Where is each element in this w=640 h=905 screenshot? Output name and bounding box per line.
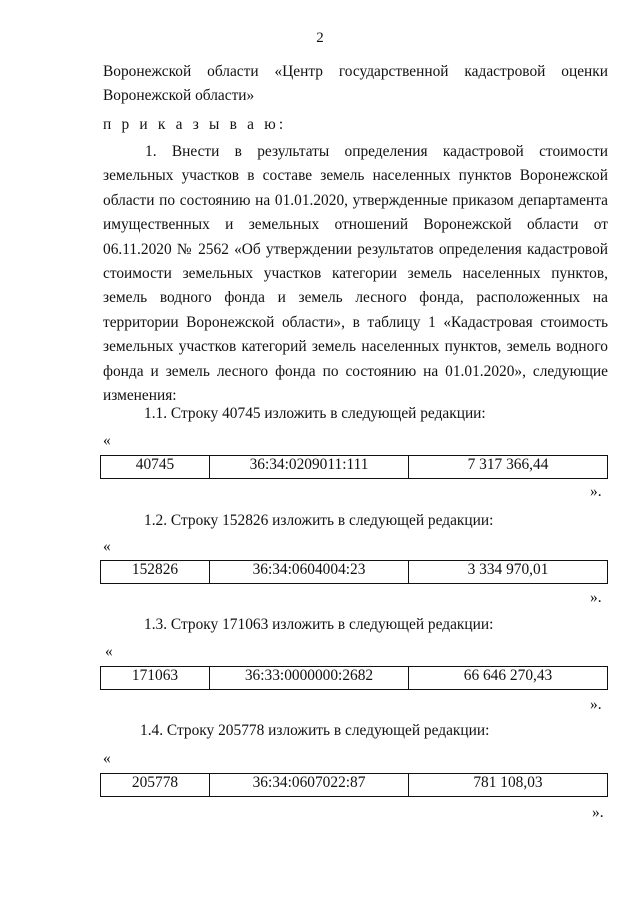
- close-quote-2: ».: [590, 589, 602, 606]
- open-quote-3: «: [105, 643, 113, 660]
- table-row: [101, 774, 608, 797]
- table-row: [101, 561, 608, 584]
- row-number-cell: 205778: [101, 774, 210, 797]
- cadastral-value-cell: 7 317 366,44: [409, 456, 608, 479]
- open-quote-2: «: [103, 538, 111, 555]
- item-heading-3: 1.3. Строку 171063 изложить в следующей редакции:: [144, 616, 494, 633]
- intro-paragraph: [103, 60, 608, 109]
- replacement-table-4: [100, 773, 608, 797]
- item-heading-2: 1.2. Строку 152826 изложить в следующей редакции:: [144, 512, 494, 529]
- replacement-table-2: [100, 560, 608, 584]
- close-quote-3: ».: [590, 696, 602, 713]
- replacement-table-1: [100, 455, 608, 479]
- item-heading-4: 1.4. Строку 205778 изложить в следующей редакции:: [140, 722, 490, 739]
- row-number-cell: 40745: [101, 456, 210, 479]
- replacement-table-3: [100, 666, 608, 690]
- row-number-cell: 152826: [101, 561, 210, 584]
- cadastral-value-cell: 66 646 270,43: [409, 667, 608, 690]
- intro-line-2: Воронежской области»: [103, 87, 255, 105]
- item-heading-1: 1.1. Строку 40745 изложить в следующей редакции:: [144, 405, 486, 422]
- close-quote-1: ».: [590, 483, 602, 500]
- open-quote-1: «: [103, 432, 111, 449]
- cadastral-number-cell: 36:34:0607022:87: [210, 774, 409, 797]
- close-quote-4: ».: [592, 804, 604, 821]
- table-row: [101, 667, 608, 690]
- intro-line-1: Воронежской области «Центр государственной кадастровой оценки: [103, 63, 608, 80]
- cadastral-number-cell: 36:33:0000000:2682: [210, 667, 409, 690]
- main-paragraph: 1. Внести в результаты определения кадастровой стоимости земельных участков в составе земель населенных пунктов Воронежской области по состоянию на 01.01.2020, утвержденные приказом департамента имущественных и земельных отношений Воронежской области от 06.11.2020 № 2562 «Об утверждении результатов определения кадастровой стоимости земельных участков категории земель населенных пунктов, земель водного фонда и земель лесного фонда, расположенных на территории Воронежской области», в таблицу 1 «Кадастровая стоимость земельных участков категорий земель населенных пунктов, земель водного фонда и земель лесного фонда по состоянию на 01.01.2020», следующие изменения:: [103, 143, 608, 405]
- cadastral-number-cell: 36:34:0209011:111: [210, 456, 409, 479]
- page-number: 2: [316, 30, 324, 46]
- open-quote-4: «: [103, 750, 111, 767]
- table-row: [101, 456, 608, 479]
- cadastral-value-cell: 3 334 970,01: [409, 561, 608, 584]
- cadastral-value-cell: 781 108,03: [409, 774, 608, 797]
- cadastral-number-cell: 36:34:0604004:23: [210, 561, 409, 584]
- orders-word: п р и к а з ы в а ю:: [103, 116, 287, 133]
- row-number-cell: 171063: [101, 667, 210, 690]
